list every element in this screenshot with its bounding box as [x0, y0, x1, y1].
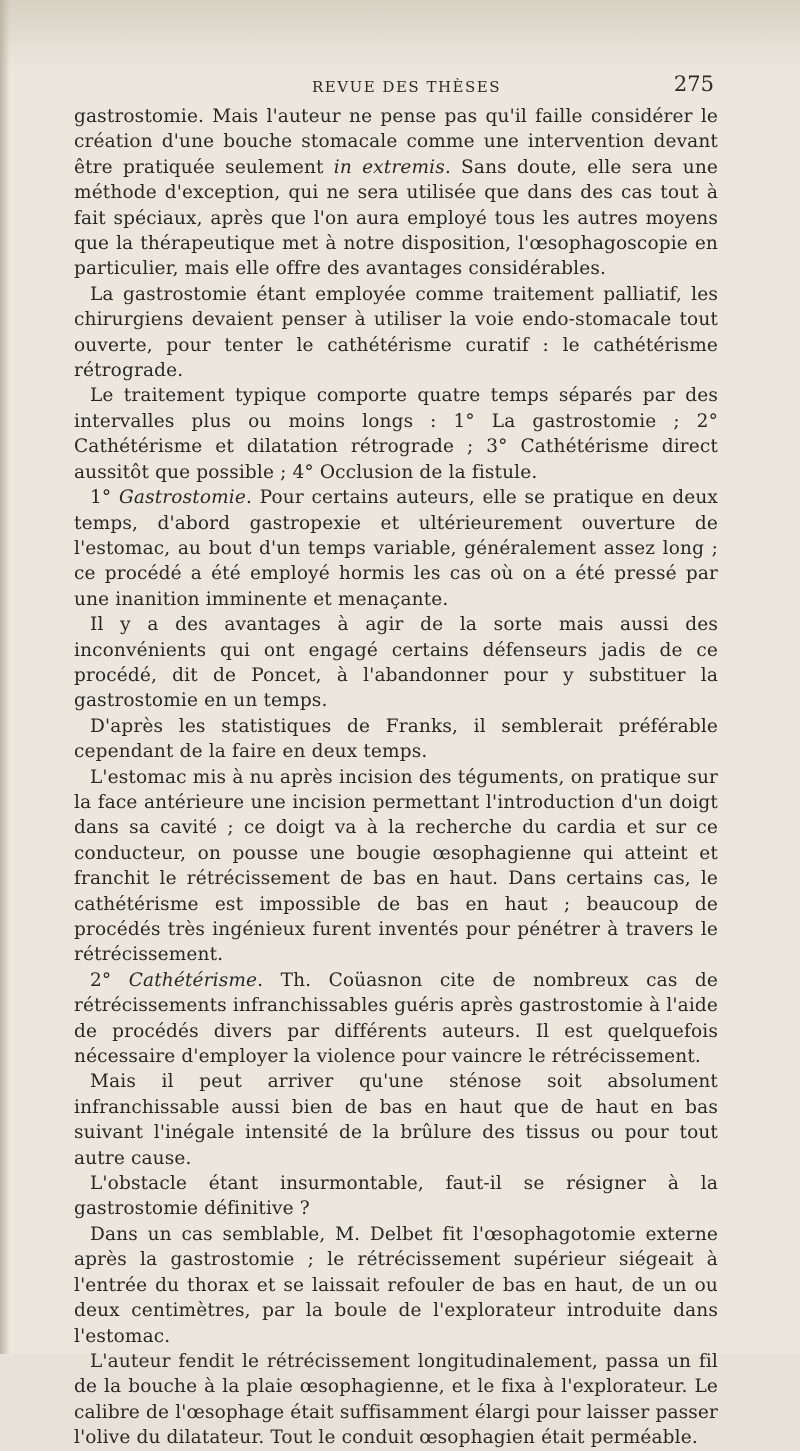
paragraph: Il y a des avantages à agir de la sorte mais aussi des inconvénients qui ont engagé certains défenseurs jadis de ce procédé, dit de Poncet, à l'abandonner pour y substituer la gastrostomie en un temps. [74, 614, 718, 712]
paragraph: L'estomac mis à nu après incision des téguments, on pratique sur la face antérieure une incision permettant l'introduction d'un doigt dans sa cavité ; ce doigt va à la recherche du cardia et sur ce conducteur, on pousse une bougie œsophagienne qui atteint et franchit le rétrécissement de bas en haut. Dans certains cas, le cathétérisme est impossible de bas en haut ; beaucoup de procédés très ingénieux furent inventés pour pénétrer à travers le rétrécissement. [74, 766, 718, 966]
paragraph: 2° Cathétérisme. Th. Coüasnon cite de nombreux cas de rétrécissements infranchissables guéris après gastrostomie à l'aide de procédés divers par différents auteurs. Il est quelquefois nécessaire d'employer la violence pour vaincre le rétrécissement. [74, 969, 718, 1068]
body-text [74, 104, 718, 1451]
page-shading-left [0, 0, 10, 1354]
paragraph: La gastrostomie étant employée comme traitement palliatif, les chirurgiens devaient penser à utiliser la voie endo-stomacale tout ouverte, pour tenter le cathétérisme curatif : le cathétérisme rétrograde. [74, 283, 718, 382]
paragraph: Dans un cas semblable, M. Delbet fit l'œsophagotomie externe après la gastrostomie ; le rétrécissement supérieur siégeait à l'entrée du thorax et se laissait refouler de bas en haut, de un ou deux centimètres, par la boule de l'explorateur introduite dans l'estomac. [74, 1223, 718, 1347]
paragraph: L'obstacle étant insurmontable, faut-il se résigner à la gastrostomie définitive ? [74, 1173, 718, 1220]
paragraph: Mais il peut arriver qu'une sténose soit absolument infranchissable aussi bien de bas en haut que de haut en bas suivant l'inégale intensité de la brûlure des tissus ou pour tout autre cause. [74, 1071, 718, 1169]
paragraph: 1° Gastrostomie. Pour certains auteurs, elle se pratique en deux temps, d'abord gastropexie et ultérieurement ouverture de l'estomac, au bout d'un temps variable, généralement assez long ; ce procédé a été employé hormis les cas où on a été pressé par une inanition imminente et menaçante. [74, 487, 719, 610]
paragraph: Le traitement typique comporte quatre temps séparés par des intervalles plus ou moins longs : 1° La gastrostomie ; 2° Cathétérisme et dilatation rétrograde ; 3° Cathétérisme direct aussitôt que possible ; 4° Occlusion de la fistule. [74, 385, 718, 483]
paragraph: gastrostomie. Mais l'auteur ne pense pas qu'il faille considérer le création d'une bouche stomacale comme une intervention devant être pratiquée seulement in extremis. Sans doute, elle sera une méthode d'exception, qui ne sera utilisée que dans des cas tout à fait spéciaux, après que l'on aura employé tous les autres moyens que la thérapeutique met à notre disposition, l'œsophagoscopie en particulier, mais elle offre des avantages considérables. [74, 106, 718, 280]
page-number: 275 [673, 72, 714, 96]
paragraph: D'après les statistiques de Franks, il semblerait préférable cependant de la faire en deux temps. [74, 715, 718, 763]
paragraph: L'auteur fendit le rétrécissement longitudinalement, passa un fil de la bouche à la plaie œsophagienne, et le fixa à l'explorateur. Le calibre de l'œsophage était suffisamment élargi pour laisser passer l'olive du dilatateur. Tout le conduit œsophagien était perméable. [74, 1350, 718, 1449]
running-title: REVUE DES THÈSES [312, 78, 501, 96]
page-shading-top [0, 0, 800, 70]
page-header [74, 72, 714, 100]
